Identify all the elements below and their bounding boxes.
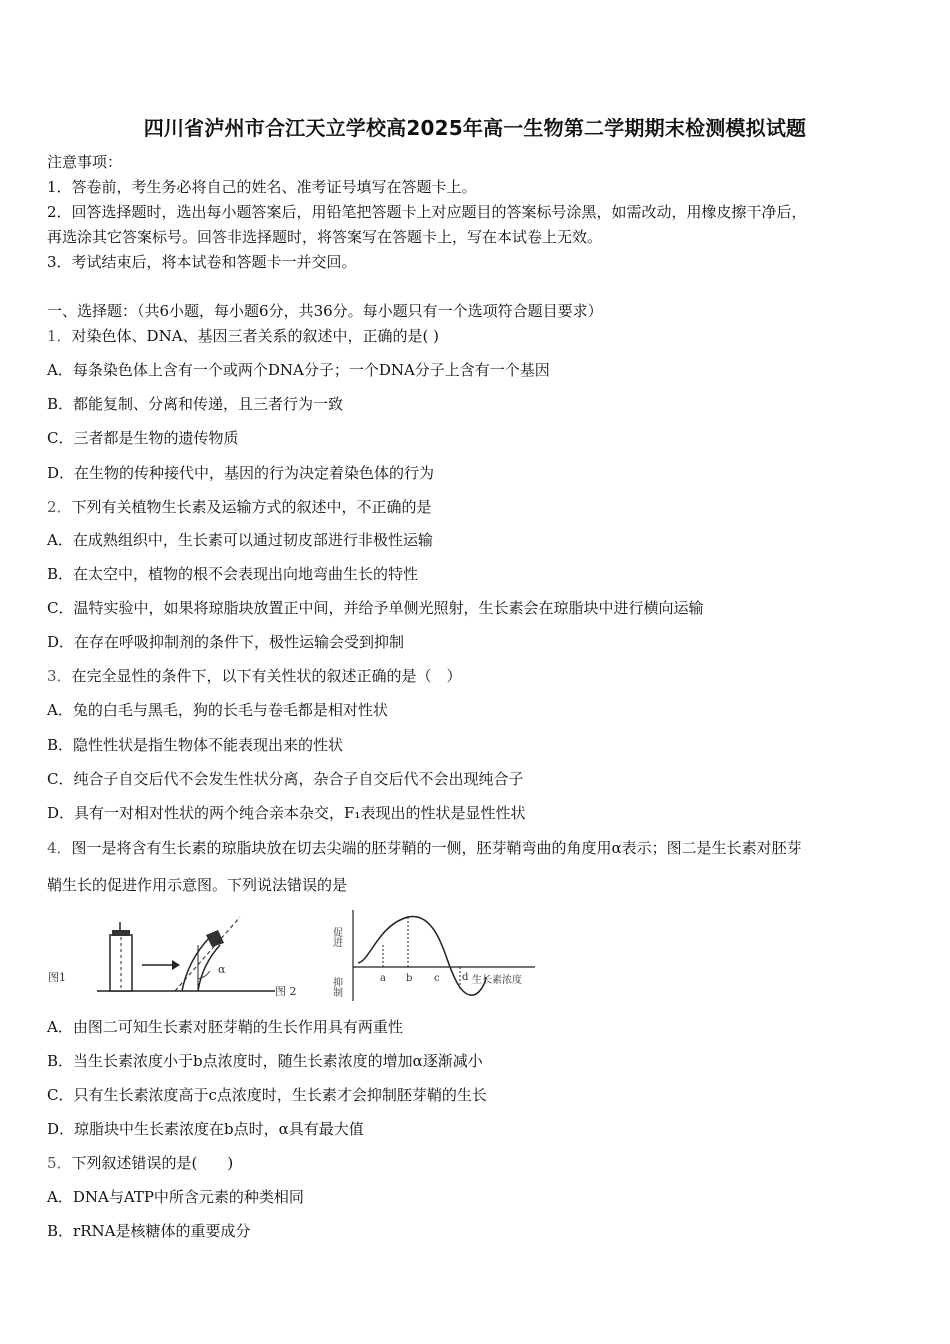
option: B．在太空中，植物的根不会表现出向地弯曲生长的特性 (47, 565, 419, 583)
point-a-label: a (380, 973, 386, 984)
question-text: 下列有关植物生长素及运输方式的叙述中，不正确的是 (71, 498, 432, 516)
point-d-label: d (462, 972, 469, 983)
question-number: 5． (47, 1154, 72, 1172)
question-stem (47, 326, 439, 346)
notice-heading: 注意事项： (47, 153, 123, 171)
notice-item: 2．回答选择题时，选出每小题答案后，用铅笔把答题卡上对应题目的答案标号涂黑，如需改动，用橡皮擦干净后， (47, 203, 807, 221)
question-text: 在完全显性的条件下，以下有关性状的叙述正确的是（ ） (71, 667, 462, 685)
option: B．隐性性状是指生物体不能表现出来的性状 (47, 736, 344, 754)
figure-2-label: 图 2 (275, 985, 297, 998)
question-stem (47, 666, 462, 686)
x-axis-label: 生长素浓度 (472, 975, 522, 986)
question-number: 2． (47, 498, 72, 516)
growth-curve (358, 916, 486, 995)
question-text: 下列叙述错误的是( ) (71, 1154, 234, 1172)
question-figure (40, 905, 550, 1010)
section-heading: 一、选择题：（共6小题，每小题6分，共36分。每小题只有一个选项符合题目要求） (47, 302, 603, 320)
bent-coleoptile (175, 917, 240, 991)
page-title: 四川省泸州市合江天立学校高2025年高一生物第二学期期末检测模拟试题 (143, 116, 807, 140)
notice-item: 1．答卷前，考生务必将自己的姓名、准考证号填写在答题卡上。 (47, 178, 477, 196)
question-stem (47, 1153, 233, 1173)
question-text: 图一是将含有生长素的琼脂块放在切去尖端的胚芽鞘的一侧，胚芽鞘弯曲的角度用α表示；图二是生长素对胚芽 (71, 839, 802, 857)
option: A．由图二可知生长素对胚芽鞘的生长作用具有两重性 (47, 1018, 403, 1036)
option: B．都能复制、分离和传递，且三者行为一致 (47, 395, 344, 413)
right-arrow-icon (142, 960, 180, 970)
y-axis-top-label: 促进 (330, 927, 342, 947)
question-stem (47, 838, 802, 858)
option: D．在存在呼吸抑制剂的条件下，极性运输会受到抑制 (47, 633, 405, 651)
notice-item: 3．考试结束后，将本试卷和答题卡一并交回。 (47, 253, 357, 271)
question-number: 3． (47, 667, 72, 685)
option: C．三者都是生物的遗传物质 (47, 429, 239, 447)
option: B．rRNA是核糖体的重要成分 (47, 1222, 251, 1240)
option: D．具有一对相对性状的两个纯合亲本杂交，F₁表现出的性状是显性性状 (47, 804, 526, 822)
question-number: 4． (47, 839, 72, 857)
question-text: 对染色体、DNA、基因三者关系的叙述中，正确的是( ) (71, 327, 440, 345)
question-text-continued: 鞘生长的促进作用示意图。下列说法错误的是 (47, 876, 348, 894)
figure-1-label: 图1 (48, 971, 66, 984)
coleoptile-with-agar-block (110, 922, 132, 991)
option: A．兔的白毛与黑毛，狗的长毛与卷毛都是相对性状 (47, 701, 388, 719)
question-stem (47, 497, 432, 517)
point-b-label: b (406, 973, 413, 984)
y-axis-bottom-label: 抑制 (330, 977, 342, 997)
option: C．纯合子自交后代不会发生性状分离，杂合子自交后代不会出现纯合子 (47, 770, 524, 788)
alpha-label: α (218, 963, 226, 976)
question-number: 1． (47, 327, 72, 345)
option: B．当生长素浓度小于b点浓度时，随生长素浓度的增加α逐渐减小 (47, 1052, 483, 1070)
notice-item: 再选涂其它答案标号。回答非选择题时，将答案写在答题卡上，写在本试卷上无效。 (47, 228, 603, 246)
point-c-label: c (434, 973, 440, 984)
growth-curve-chart (331, 910, 536, 1001)
option: D．琼脂块中生长素浓度在b点时，α具有最大值 (47, 1120, 364, 1138)
option: C．只有生长素浓度高于c点浓度时，生长素才会抑制胚芽鞘的生长 (47, 1086, 487, 1104)
option: C．温特实验中，如果将琼脂块放置正中间，并给予单侧光照射，生长素会在琼脂块中进行横向运输 (47, 599, 704, 617)
option: A．DNA与ATP中所含元素的种类相同 (47, 1188, 304, 1206)
option: A．在成熟组织中，生长素可以通过韧皮部进行非极性运输 (47, 531, 433, 549)
option: D．在生物的传种接代中，基因的行为决定着染色体的行为 (47, 464, 435, 482)
option: A．每条染色体上含有一个或两个DNA分子；一个DNA分子上含有一个基因 (47, 361, 550, 379)
